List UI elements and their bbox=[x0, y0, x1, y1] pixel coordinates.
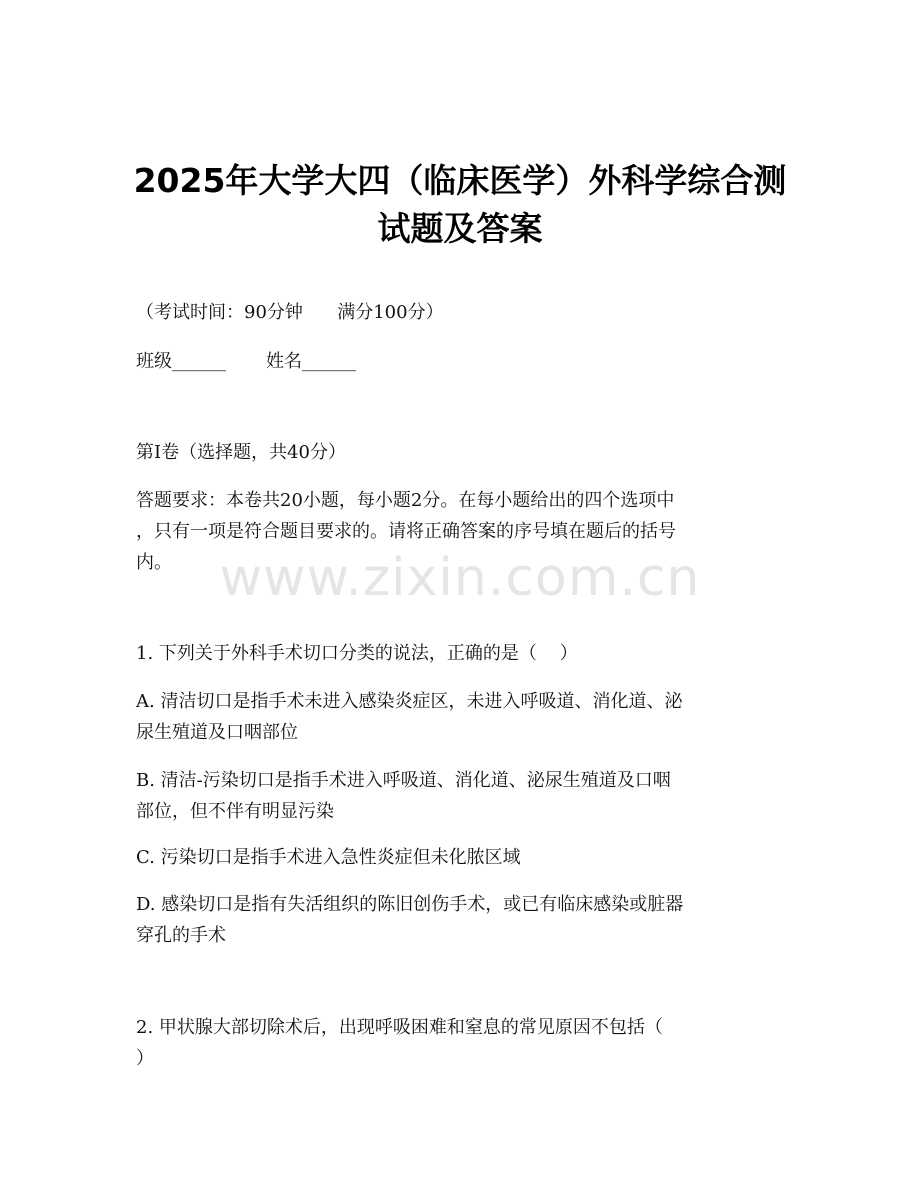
instructions-line-2: ，只有一项是符合题目要求的。请将正确答案的序号填在题后的括号 bbox=[136, 521, 676, 542]
question-1-option-d-line-2: 穿孔的手术 bbox=[136, 925, 226, 946]
question-1-option-b-line-2: 部位，但不伴有明显污染 bbox=[136, 801, 334, 822]
question-1-stem: 1. 下列关于外科手术切口分类的说法，正确的是（ ） bbox=[136, 643, 578, 664]
instructions-line-3: 内。 bbox=[136, 552, 172, 573]
question-2-stem-line-1: 2. 甲状腺大部切除术后，出现呼吸困难和窒息的常见原因不包括（ bbox=[136, 1017, 663, 1038]
document-title-line-1: 2025年大学大四（临床医学）外科学综合测 bbox=[133, 161, 787, 200]
instructions-line-1: 答题要求：本卷共20小题，每小题2分。在每小题给出的四个选项中 bbox=[136, 490, 675, 511]
question-1-option-c: C. 污染切口是指手术进入急性炎症但未化脓区域 bbox=[136, 847, 521, 868]
question-2-stem-line-2: ） bbox=[136, 1048, 154, 1069]
exam-info: （考试时间：90分钟 满分100分） bbox=[136, 302, 444, 323]
question-1-option-d-line-1: D. 感染切口是指有失活组织的陈旧创伤手术，或已有临床感染或脏器 bbox=[136, 894, 684, 915]
question-1-option-a-line-2: 尿生殖道及口咽部位 bbox=[136, 722, 298, 743]
watermark: www.zixin.com.cn bbox=[219, 548, 701, 608]
section-heading: 第I卷（选择题，共40分） bbox=[136, 442, 347, 463]
class-name-fields: 班级______ 姓名______ bbox=[136, 351, 357, 372]
question-1-option-b-line-1: B. 清洁-污染切口是指手术进入呼吸道、消化道、泌尿生殖道及口咽 bbox=[136, 770, 671, 791]
document-title-line-2: 试题及答案 bbox=[377, 209, 543, 248]
question-1-option-a-line-1: A. 清洁切口是指手术未进入感染炎症区，未进入呼吸道、消化道、泌 bbox=[136, 691, 683, 712]
